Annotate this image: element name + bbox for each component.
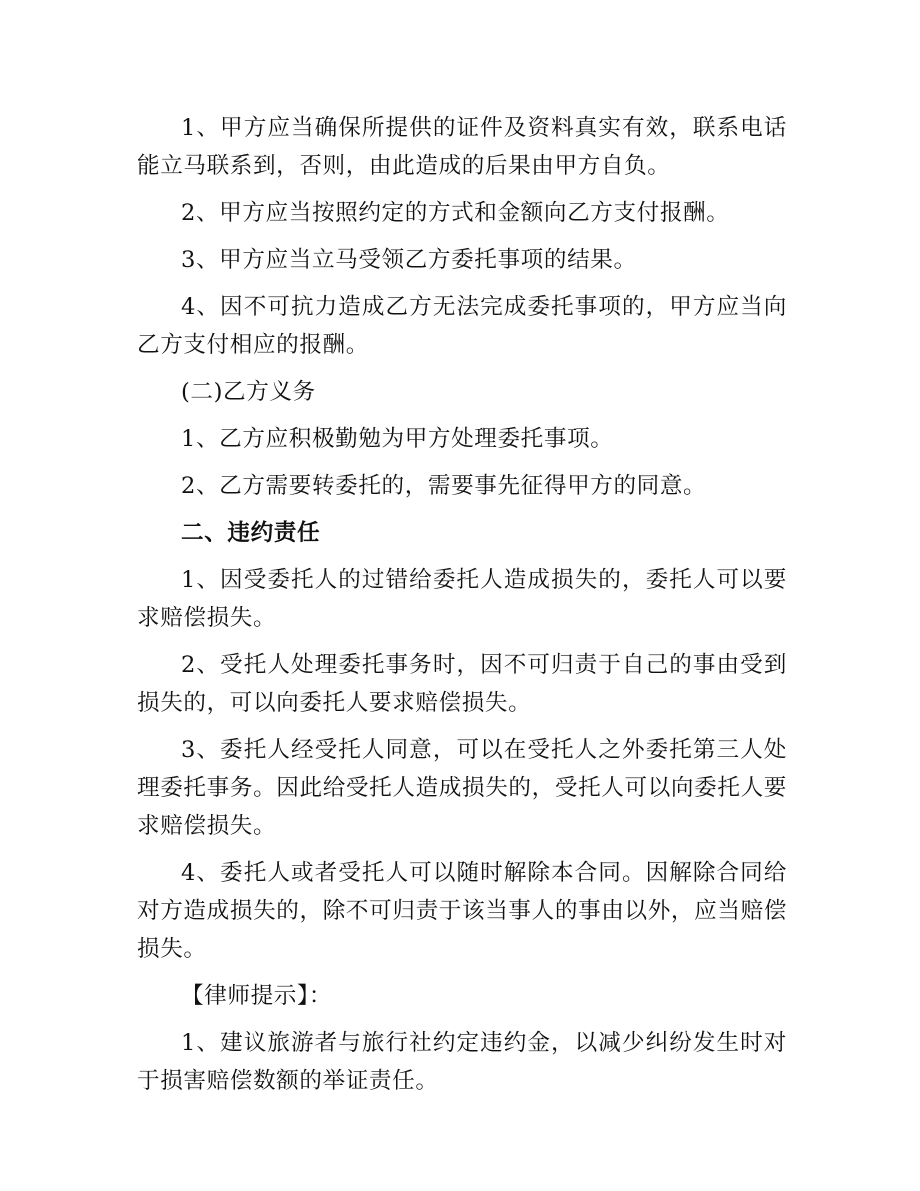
paragraph-party-b-duty-2: 2、乙方需要转委托的，需要事先征得甲方的同意。 [181, 473, 707, 499]
paragraph-liability-3: 3、委托人经受托人同意，可以在受托人之外委托第三人处理委托事务。因此给受托人造成损失的，受托人可以向委托人要求赔偿损失。 [137, 737, 787, 839]
paragraph-party-a-duty-1: 1、甲方应当确保所提供的证件及资料真实有效，联系电话能立马联系到，否则，由此造成的后果由甲方自负。 [137, 115, 787, 179]
paragraph-party-b-duty-1: 1、乙方应积极勤勉为甲方处理委托事项。 [181, 426, 614, 452]
section-heading-party-b-obligations: (二)乙方义务 [181, 379, 316, 405]
paragraph-party-a-duty-4: 4、因不可抗力造成乙方无法完成委托事项的，甲方应当向乙方支付相应的报酬。 [137, 294, 787, 358]
paragraph-liability-1: 1、因受委托人的过错给委托人造成损失的，委托人可以要求赔偿损失。 [137, 567, 787, 631]
paragraph-party-a-duty-3: 3、甲方应当立马受领乙方委托事项的结果。 [181, 247, 637, 273]
paragraph-liability-2: 2、受托人处理委托事务时，因不可归责于自己的事由受到损失的，可以向委托人要求赔偿损失。 [137, 652, 787, 716]
paragraph-lawyer-tip-1: 1、建议旅游者与旅行社约定违约金，以减少纠纷发生时对于损害赔偿数额的举证责任。 [137, 1030, 787, 1094]
paragraph-liability-4: 4、委托人或者受托人可以随时解除本合同。因解除合同给对方造成损失的，除不可归责于该当事人的事由以外，应当赔偿损失。 [137, 860, 787, 962]
paragraph-party-a-duty-2: 2、甲方应当按照约定的方式和金额向乙方支付报酬。 [181, 200, 730, 226]
document-body [137, 109, 787, 1109]
section-heading-breach-liability: 二、违约责任 [181, 520, 321, 546]
lawyer-tip-heading: 【律师提示】： [181, 983, 333, 1009]
